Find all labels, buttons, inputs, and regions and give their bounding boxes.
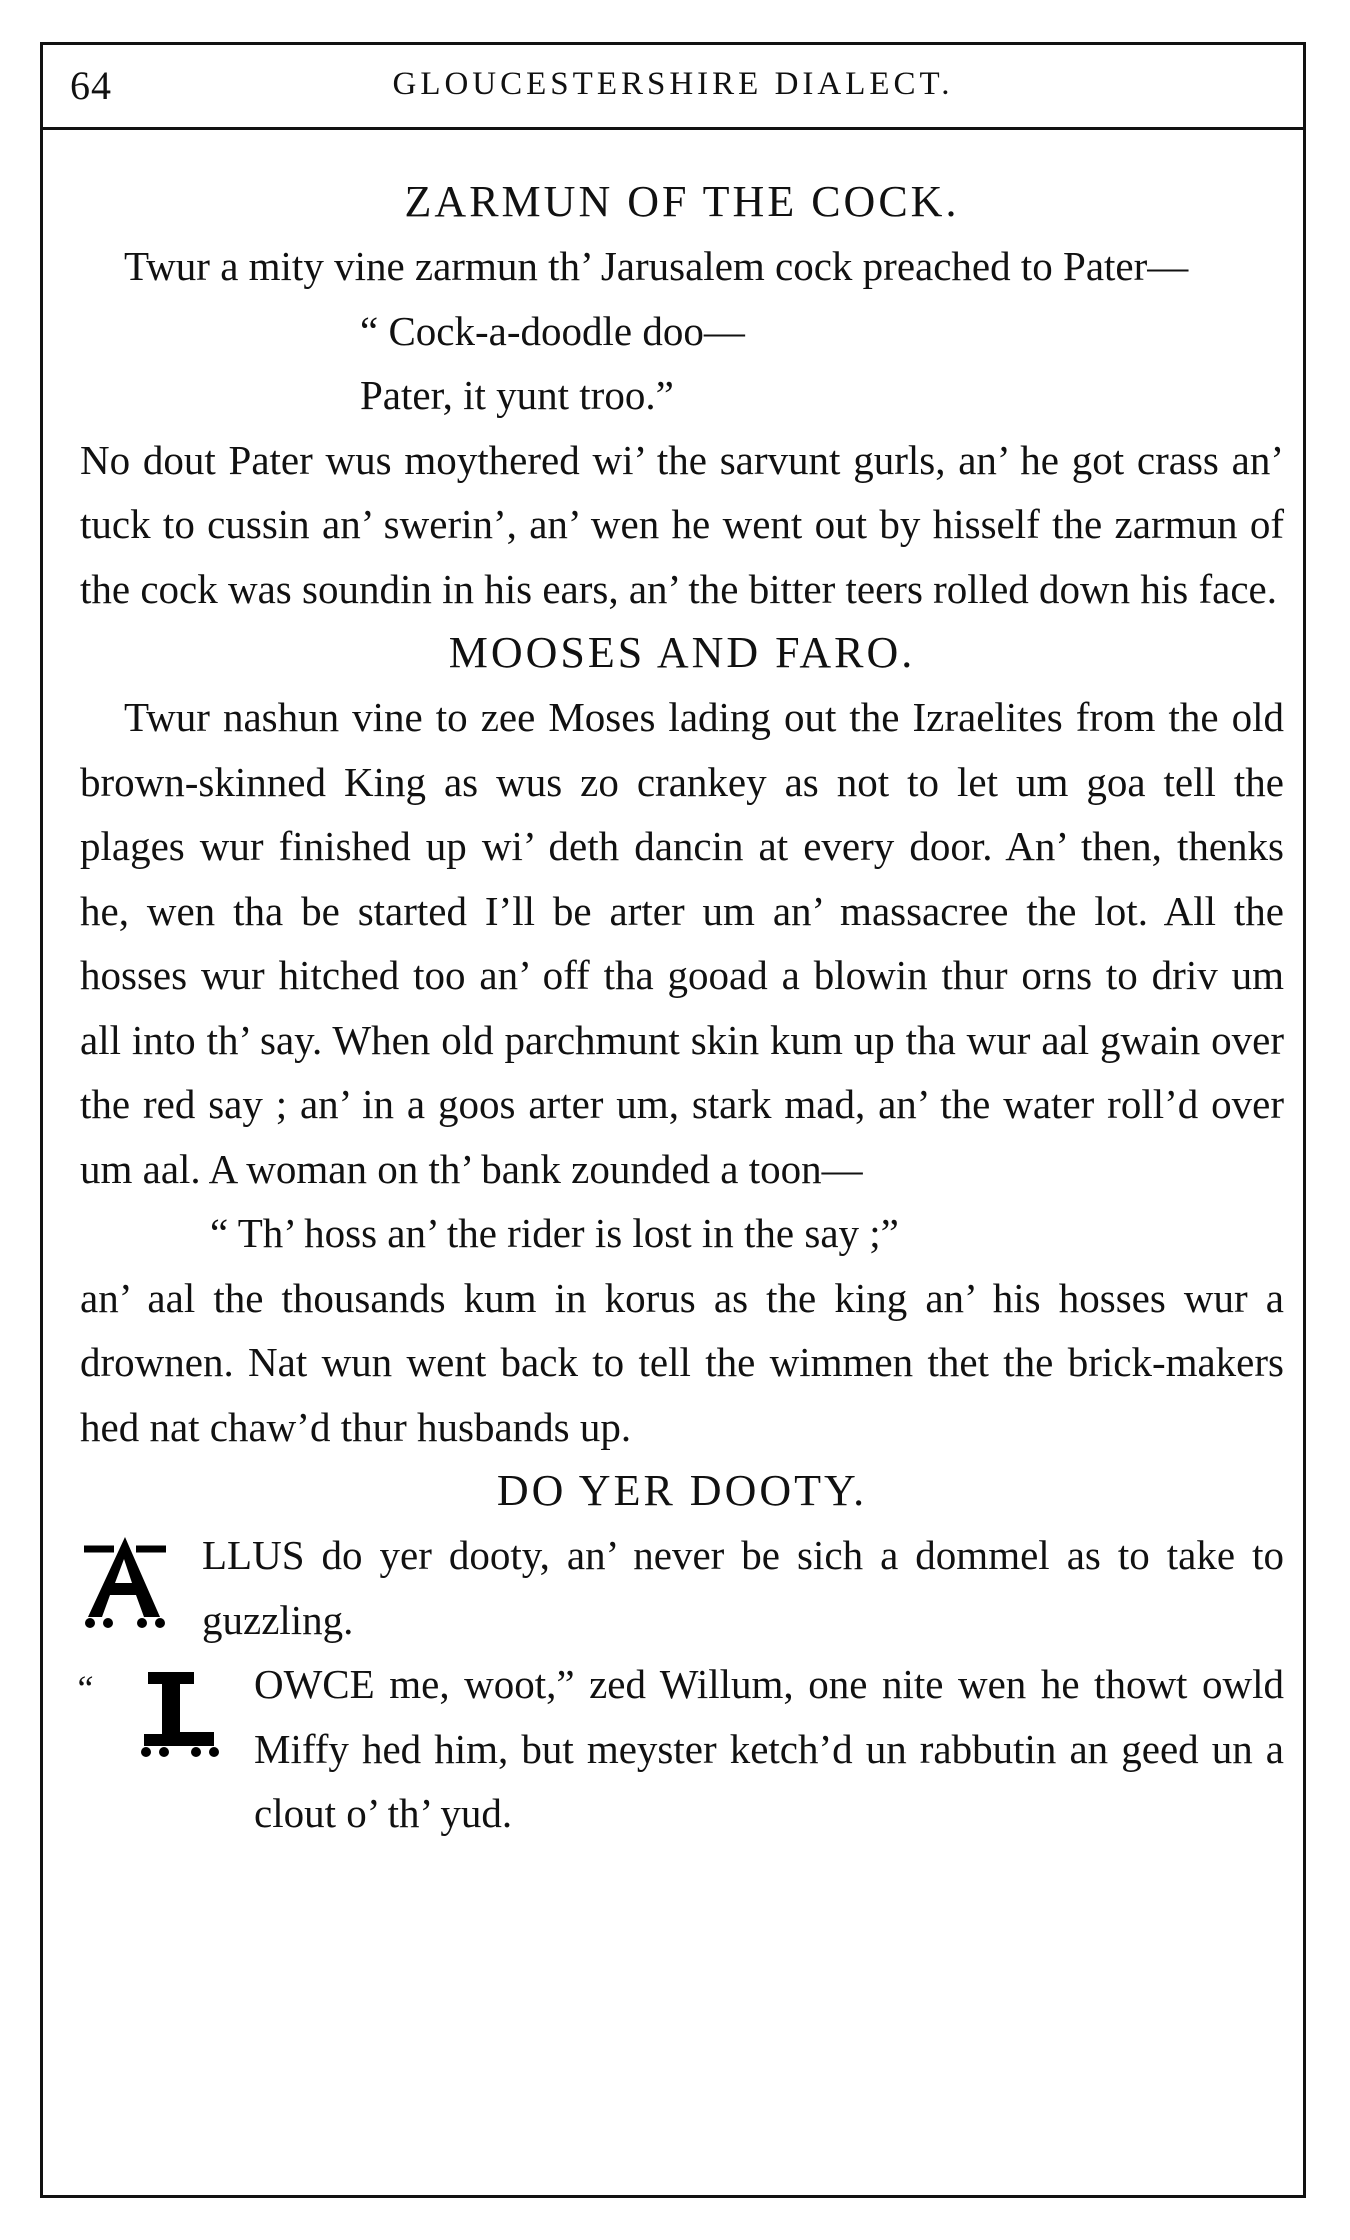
verse-line: Pater, it yunt troo.” [360, 372, 674, 418]
paragraph: No dout Pater wus moythered wi’ the sarvunt gurls, an’ he got crass an’ tuck to cussin an’ swerin’, an’ wen he went out by hisself the zarmun of the cock was soundin in his ears, an’ the bitter teers rolled down his face. [80, 436, 1284, 612]
paragraph-with-dropcap [80, 1523, 1284, 1652]
page-header [40, 42, 1306, 130]
page-body [74, 170, 1284, 1846]
paragraph: Twur a mity vine zarmun th’ Jarusalem cock preached to Pater— [124, 243, 1189, 289]
paragraph: an’ aal the thousands kum in korus as the king an’ his hosses wur a drownen. Nat wun went back to tell the wimmen thet the brick-makers hed nat chaw’d thur husbands up. [80, 1274, 1284, 1450]
paragraph-text: OWCE me, woot,” zed Willum, one nite wen he thowt owld Miffy hed him, but meyster ketch’d un rabbutin an geed un a clout o’ th’ yud. [254, 1661, 1284, 1836]
ornamental-initial-a-icon [80, 1529, 170, 1629]
paragraph-with-dropcap [74, 1652, 1284, 1846]
section-title-dooty: DO YER DOOTY. [496, 1466, 868, 1515]
paragraph-text: LLUS do yer dooty, an’ never be sich a dommel as to take to guzzling. [202, 1532, 1284, 1643]
section-title-mooses: MOOSES AND FARO. [448, 628, 916, 677]
paragraph: Twur nashun vine to zee Moses lading out the Izraelites from the old brown-skinned King as wus zo crankey as not to let um goa tell the plages wur finished up wi’ deth dancin at every door. An’ then, thenks he, wen tha be started I’ll be arter um an’ massacree the lot. All the hosses wur hitched too an’ off tha gooad a blowin thur orns to driv um all into th’ say. When old parchmunt skin kum up tha wur aal gwain over the red say ; an’ in a goos arter um, stark mad, an’ the water roll’d over um aal. A woman on th’ bank zounded a toon— [80, 694, 1284, 1192]
ornamental-initial-l-icon [134, 1658, 224, 1758]
verse-line: “ Cock-a-doodle doo— [360, 307, 745, 354]
running-head: GLOUCESTERSHIRE DIALECT. [392, 66, 954, 102]
verse-line: “ Th’ hoss an’ the rider is lost in the say ;” [210, 1210, 899, 1256]
open-quote-icon: “ [74, 1668, 95, 1708]
page-number: 64 [70, 63, 112, 108]
section-title-cock: ZARMUN OF THE COCK. [404, 177, 960, 226]
